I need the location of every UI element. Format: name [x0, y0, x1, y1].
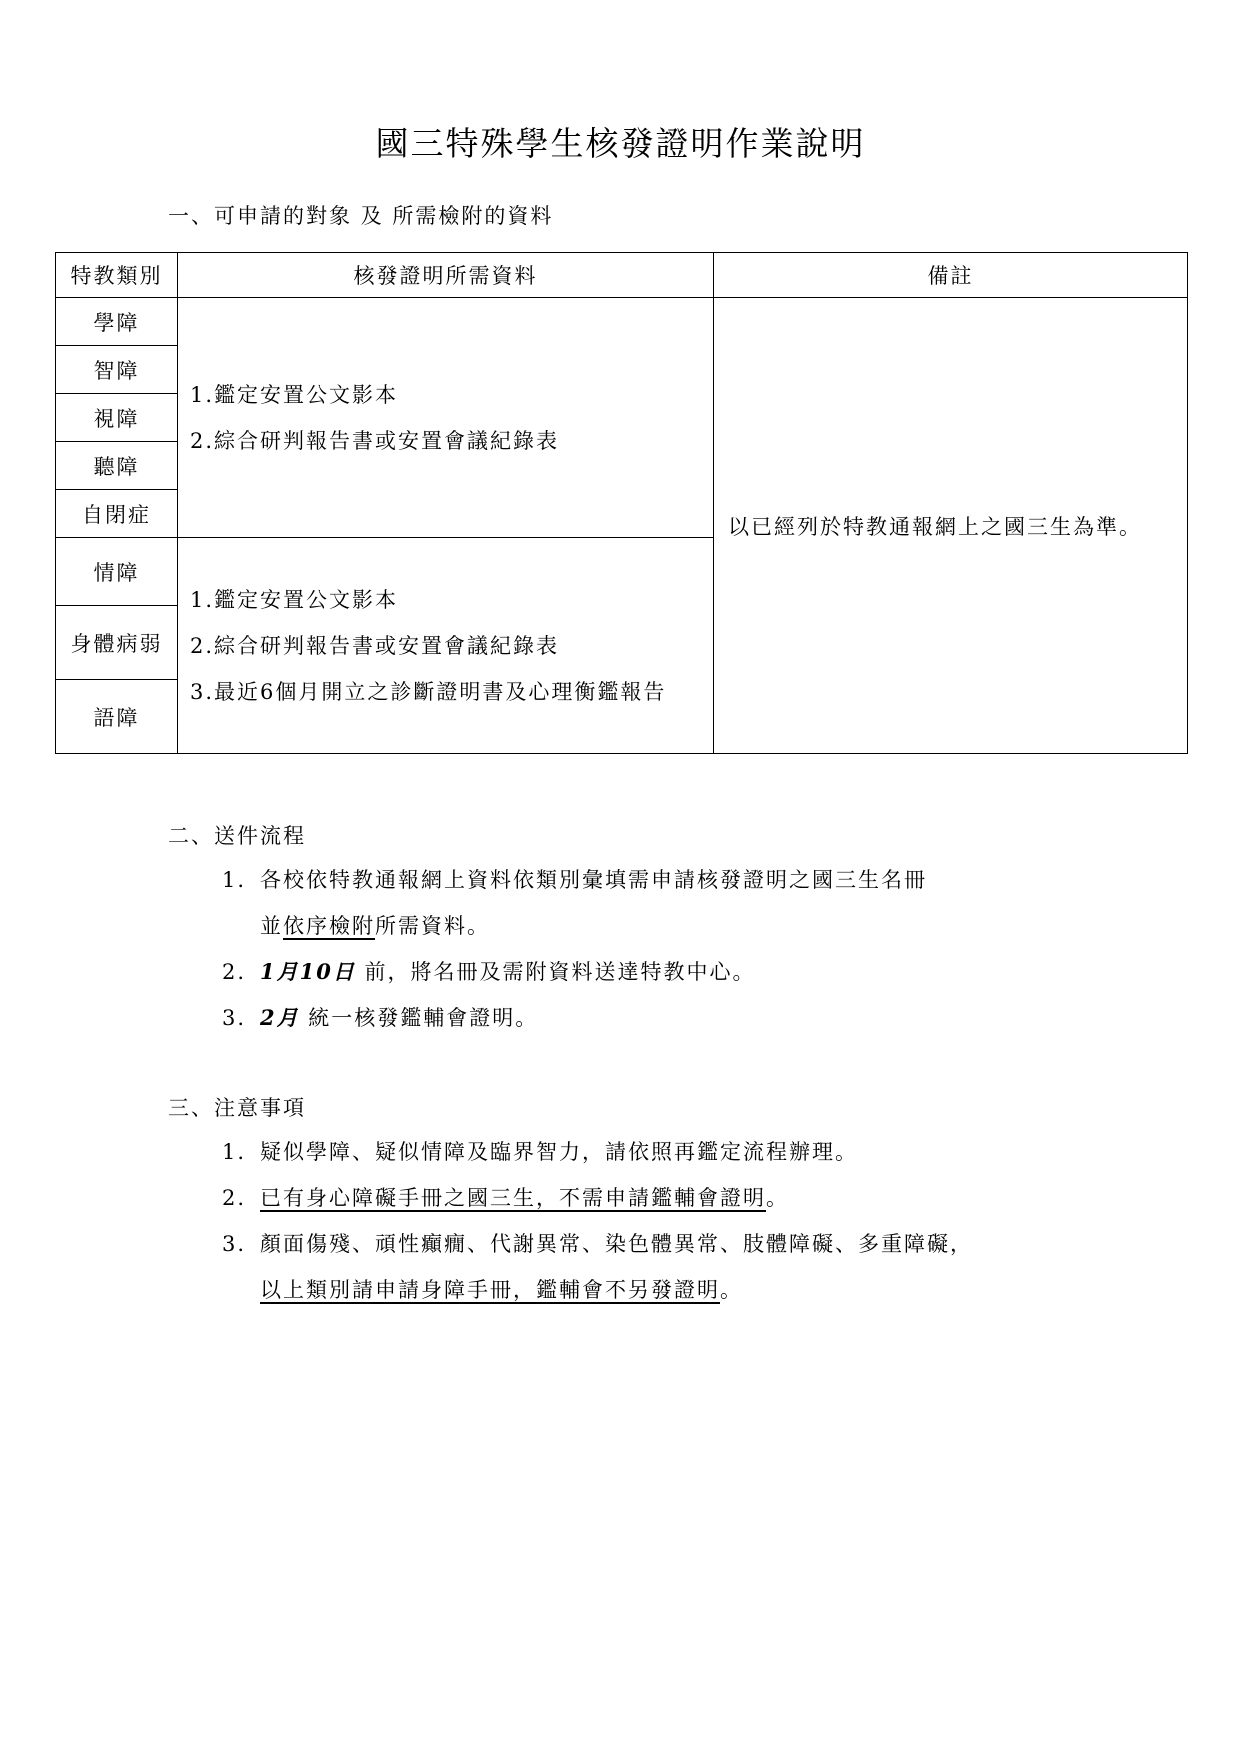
item-number: 3. [222, 1232, 247, 1256]
group2-docs-cell [178, 538, 714, 754]
doc-item: 1.鑑定安置公文影本 [190, 587, 399, 612]
item-text: 所需資料。 [375, 914, 490, 938]
page-title: 國三特殊學生核發證明作業說明 [375, 124, 866, 163]
table-header-row [56, 253, 1188, 298]
list-item [222, 1221, 973, 1267]
item-number: 3. [222, 1006, 247, 1030]
list-item-continuation [222, 903, 927, 949]
section2-list [222, 857, 927, 1041]
category-cell: 學障 [56, 298, 178, 346]
underlined-text: 已有身心障礙手冊之國三生，不需申請鑑輔會證明 [260, 1186, 766, 1210]
header-note: 備註 [714, 253, 1188, 298]
doc-item: 2.綜合研判報告書或安置會議紀錄表 [190, 428, 560, 453]
list-item [222, 1129, 973, 1175]
date-emphasis: 2月 [260, 1005, 300, 1030]
item-number: 2. [222, 1186, 247, 1210]
date-emphasis: 1月10日 [260, 959, 356, 984]
section1-heading: 一、可申請的對象 及 所需檢附的資料 [168, 204, 554, 228]
item-number: 1. [222, 1140, 247, 1164]
category-cell: 身體病弱 [56, 606, 178, 680]
item-number: 2. [222, 960, 247, 984]
item-text: 疑似學障、疑似情障及臨界智力，請依照再鑑定流程辦理。 [260, 1140, 858, 1164]
item-text: 顏面傷殘、頑性癲癇、代謝異常、染色體異常、肢體障礙、多重障礙， [260, 1232, 973, 1256]
section3-list [222, 1129, 973, 1313]
header-category: 特教類別 [56, 253, 178, 298]
item-text: 各校依特教通報網上資料依類別彙填需申請核發證明之國三生名冊 [260, 868, 927, 892]
header-documents: 核發證明所需資料 [178, 253, 714, 298]
doc-item: 3.最近6個月開立之診斷證明書及心理衡鑑報告 [190, 679, 667, 704]
category-cell: 智障 [56, 346, 178, 394]
item-text: 。 [766, 1186, 789, 1210]
item-text: 統一核發鑑輔會證明。 [299, 1006, 539, 1030]
requirements-table [55, 252, 1188, 754]
group1-docs-cell [178, 298, 714, 538]
section2-heading: 二、送件流程 [168, 824, 306, 848]
item-text: 前，將名冊及需附資料送達特教中心。 [355, 960, 756, 984]
doc-item: 1.鑑定安置公文影本 [190, 382, 399, 407]
list-item [222, 1175, 973, 1221]
category-cell: 情障 [56, 538, 178, 606]
doc-item: 2.綜合研判報告書或安置會議紀錄表 [190, 633, 560, 658]
section3-heading: 三、注意事項 [168, 1096, 306, 1120]
list-item [222, 995, 927, 1041]
underlined-text: 以上類別請申請身障手冊，鑑輔會不另發證明 [260, 1278, 720, 1302]
item-number: 1. [222, 868, 247, 892]
category-cell: 自閉症 [56, 490, 178, 538]
list-item [222, 857, 927, 903]
list-item [222, 949, 927, 995]
note-cell: 以已經列於特教通報網上之國三生為準。 [714, 298, 1188, 754]
list-item-continuation [222, 1267, 973, 1313]
category-cell: 視障 [56, 394, 178, 442]
category-cell: 聽障 [56, 442, 178, 490]
item-text: 。 [720, 1278, 743, 1302]
underlined-text: 依序檢附 [283, 914, 375, 938]
table-row [56, 298, 1188, 346]
category-cell: 語障 [56, 680, 178, 754]
item-text: 並 [260, 914, 283, 938]
